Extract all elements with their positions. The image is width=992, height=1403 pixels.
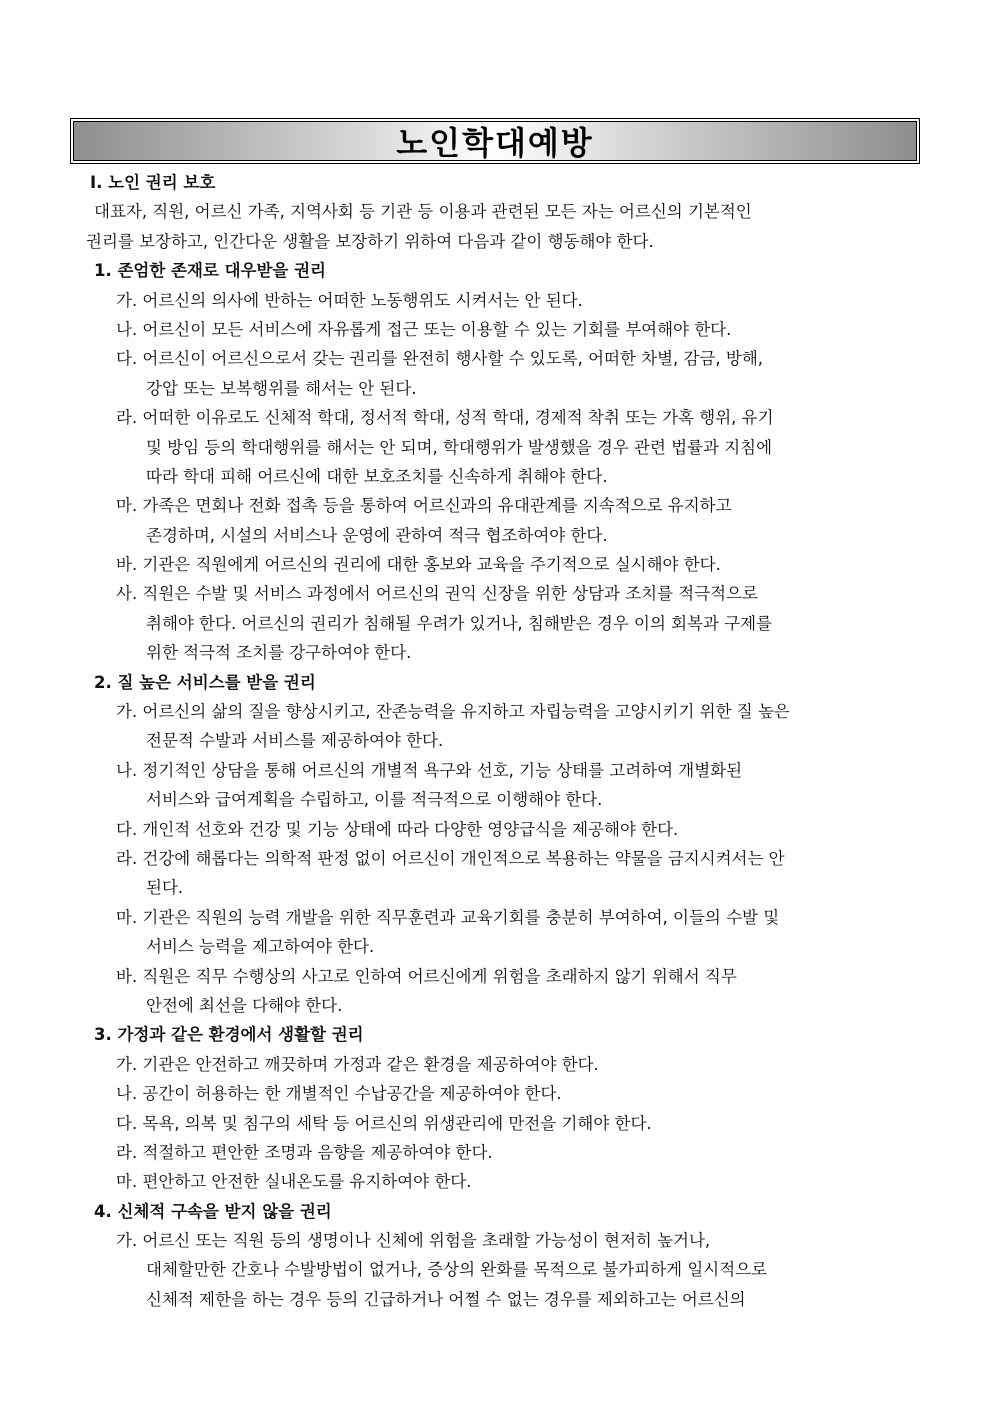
list-item-continuation: 된다. — [146, 878, 184, 898]
section-heading: 1. 존엄한 존재로 대우받을 권리 — [94, 261, 326, 281]
list-item: 마. 편안하고 안전한 실내온도를 유지하여야 한다. — [116, 1172, 472, 1192]
list-item: 가. 어르신의 의사에 반하는 어떠한 노동행위도 시켜서는 안 된다. — [116, 290, 583, 310]
list-item: 다. 어르신이 어르신으로서 갖는 권리를 완전히 행사할 수 있도록, 어떠한 차별, 감금, 방해, — [116, 349, 764, 369]
list-item-continuation: 존경하며, 시설의 서비스나 운영에 관하여 적극 협조하여야 한다. — [146, 525, 608, 545]
intro-line: 대표자, 직원, 어르신 가족, 지역사회 등 기관 등 이용과 관련된 모든 자는 어르신의 기본적인 — [94, 202, 752, 222]
document-body — [0, 168, 992, 1314]
list-item: 가. 기관은 안전하고 깨끗하며 가정과 같은 환경을 제공하여야 한다. — [116, 1054, 599, 1074]
list-item: 다. 개인적 선호와 건강 및 기능 상태에 따라 다양한 영양급식을 제공해야 한다. — [116, 819, 679, 839]
list-item: 마. 가족은 면회나 전화 접촉 등을 통하여 어르신과의 유대관계를 지속적으로 유지하고 — [116, 496, 732, 516]
list-item-continuation: 따라 학대 피해 어르신에 대한 보호조치를 신속하게 취해야 한다. — [146, 466, 608, 486]
list-item: 바. 기관은 직원에게 어르신의 권리에 대한 홍보와 교육을 주기적으로 실시해야 한다. — [116, 555, 721, 575]
list-item: 나. 공간이 허용하는 한 개별적인 수납공간을 제공하여야 한다. — [116, 1084, 562, 1104]
section-heading: 4. 신체적 구속을 받지 않을 권리 — [94, 1201, 332, 1221]
title-banner — [70, 118, 920, 164]
list-item: 사. 직원은 수발 및 서비스 과정에서 어르신의 권익 신장을 위한 상담과 조치를 적극적으로 — [116, 584, 758, 604]
list-item: 라. 어떠한 이유로도 신체적 학대, 정서적 학대, 성적 학대, 경제적 착취 또는 가혹 행위, 유기 — [116, 408, 774, 428]
list-item-continuation: 안전에 최선을 다해야 한다. — [146, 995, 343, 1015]
list-item: 바. 직원은 직무 수행상의 사고로 인하여 어르신에게 위험을 초래하지 않기 위해서 직무 — [116, 966, 737, 986]
title-banner-inner — [73, 121, 917, 161]
list-item: 나. 어르신이 모든 서비스에 자유롭게 접근 또는 이용할 수 있는 기회를 부여해야 한다. — [116, 319, 732, 339]
list-item-continuation: 서비스 능력을 제고하여야 한다. — [146, 937, 375, 957]
list-item-continuation: 전문적 수발과 서비스를 제공하여야 한다. — [146, 731, 444, 751]
part-heading: Ⅰ. 노인 권리 보호 — [90, 173, 216, 192]
list-item: 나. 정기적인 상담을 통해 어르신의 개별적 욕구와 선호, 기능 상태를 고려하여 개별화된 — [116, 760, 743, 780]
list-item-continuation: 서비스와 급여계획을 수립하고, 이를 적극적으로 이행해야 한다. — [146, 790, 603, 810]
list-item: 마. 기관은 직원의 능력 개발을 위한 직무훈련과 교육기회를 충분히 부여하여, 이들의 수발 및 — [116, 907, 780, 927]
section-heading: 3. 가정과 같은 환경에서 생활할 권리 — [94, 1025, 364, 1045]
list-item-continuation: 대체할만한 간호나 수발방법이 없거나, 증상의 완화를 목적으로 불가피하게 일시적으로 — [146, 1260, 768, 1280]
list-item: 다. 목욕, 의복 및 침구의 세탁 등 어르신의 위생관리에 만전을 기해야 한다. — [116, 1113, 652, 1133]
list-item-continuation: 신체적 제한을 하는 경우 등의 긴급하거나 어쩔 수 없는 경우를 제외하고는 어르신의 — [146, 1289, 746, 1309]
page-title: 노인학대예방 — [396, 124, 594, 162]
list-item: 가. 어르신 또는 직원 등의 생명이나 신체에 위험을 초래할 가능성이 현저히 높거나, — [116, 1231, 711, 1251]
intro-line: 권리를 보장하고, 인간다운 생활을 보장하기 위하여 다음과 같이 행동해야 한다. — [86, 231, 654, 251]
list-item-continuation: 취해야 한다. 어르신의 권리가 침해될 우려가 있거나, 침해받은 경우 이의 회복과 구제를 — [146, 613, 773, 633]
list-item: 라. 적절하고 편안한 조명과 음향을 제공하여야 한다. — [116, 1142, 493, 1162]
list-item: 가. 어르신의 삶의 질을 향상시키고, 잔존능력을 유지하고 자립능력을 고양시키기 위한 질 높은 — [116, 702, 790, 722]
list-item-continuation: 위한 적극적 조치를 강구하여야 한다. — [146, 643, 412, 663]
sections-container — [0, 256, 992, 1314]
section-heading: 2. 질 높은 서비스를 받을 권리 — [94, 672, 316, 692]
list-item-continuation: 및 방임 등의 학대행위를 해서는 안 되며, 학대행위가 발생했을 경우 관련 법률과 지침에 — [146, 437, 773, 457]
list-item-continuation: 강압 또는 보복행위를 해서는 안 된다. — [146, 378, 417, 398]
list-item: 라. 건강에 해롭다는 의학적 판정 없이 어르신이 개인적으로 복용하는 약물을 금지시켜서는 안 — [116, 848, 785, 868]
